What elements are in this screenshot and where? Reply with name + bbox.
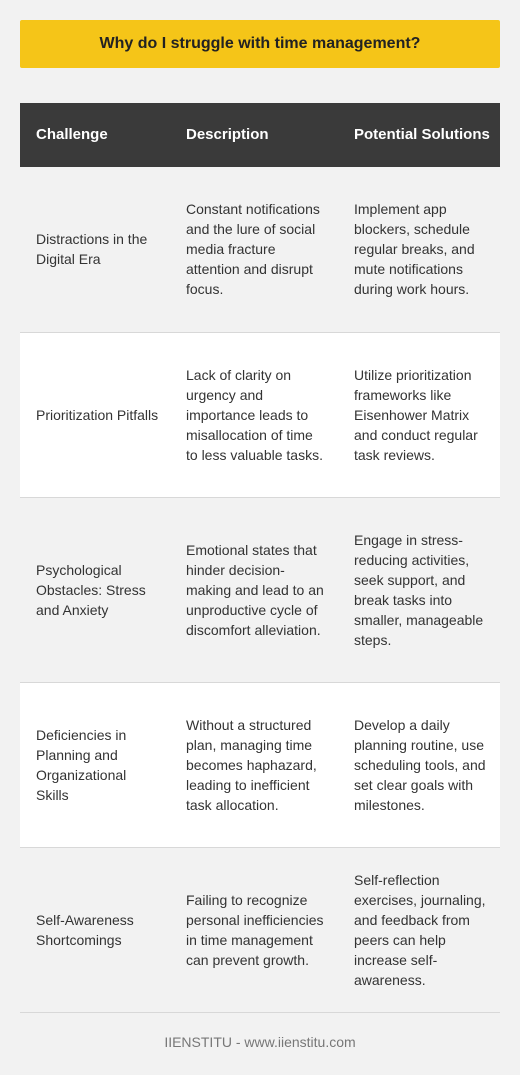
cell-solutions: Utilize prioritization frameworks like Eisenhower Matrix and conduct regular task reviews. (338, 332, 500, 497)
table-body (20, 167, 500, 1012)
cell-solutions: Develop a daily planning routine, use scheduling tools, and set clear goals with milestones. (338, 682, 500, 847)
cell-description: Lack of clarity on urgency and importance leads to misallocation of time to less valuable tasks. (170, 332, 338, 497)
table-header (20, 103, 500, 167)
table-row (20, 497, 500, 682)
header-challenge: Challenge (20, 103, 170, 167)
header-row (20, 103, 500, 167)
cell-challenge: Psychological Obstacles: Stress and Anxiety (20, 497, 170, 682)
footer-credit: IIENSTITU - www.iienstitu.com (164, 1034, 356, 1050)
cell-description: Emotional states that hinder decision-making and lead to an unproductive cycle of discomfort alleviation. (170, 497, 338, 682)
cell-description: Failing to recognize personal inefficiencies in time management can prevent growth. (170, 847, 338, 1012)
cell-challenge: Distractions in the Digital Era (20, 167, 170, 332)
cell-challenge: Self-Awareness Shortcomings (20, 847, 170, 1012)
cell-solutions: Implement app blockers, schedule regular breaks, and mute notifications during work hours. (338, 167, 500, 332)
cell-challenge: Deficiencies in Planning and Organizational Skills (20, 682, 170, 847)
header-solutions: Potential Solutions (338, 103, 500, 167)
cell-description: Constant notifications and the lure of social media fracture attention and disrupt focus. (170, 167, 338, 332)
table-row (20, 682, 500, 847)
cell-challenge: Prioritization Pitfalls (20, 332, 170, 497)
cell-solutions: Engage in stress-reducing activities, seek support, and break tasks into smaller, manageable steps. (338, 497, 500, 682)
challenges-table (20, 103, 500, 1013)
cell-description: Without a structured plan, managing time becomes haphazard, leading to inefficient task allocation. (170, 682, 338, 847)
table-row (20, 167, 500, 332)
title-banner (20, 20, 500, 68)
header-description: Description (170, 103, 338, 167)
table-row (20, 332, 500, 497)
table-row (20, 847, 500, 1012)
page-title: Why do I struggle with time management? (99, 35, 421, 52)
cell-solutions: Self-reflection exercises, journaling, and feedback from peers can help increase self-awareness. (338, 847, 500, 1012)
